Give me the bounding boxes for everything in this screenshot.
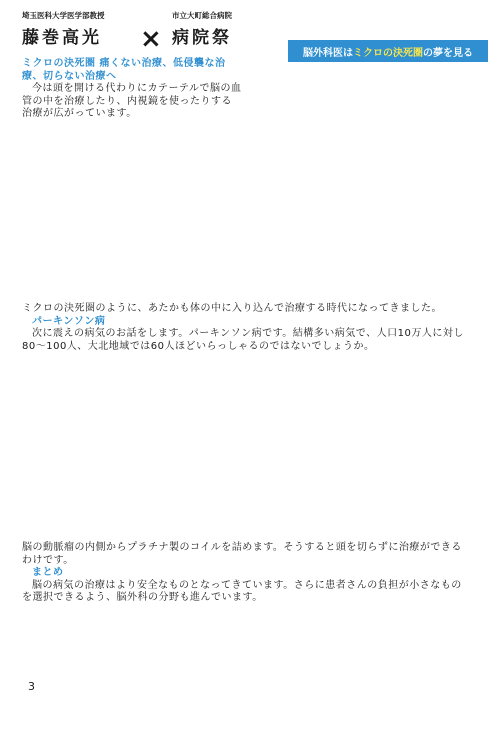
column3-paragraph-2: 脳の病気の治療はより安全なものとなってきています。さらに患者さんの負担が小さなものを選択できるよう、脳外科の分野も進んでいます。 xyxy=(22,579,462,604)
column-3 xyxy=(22,542,472,732)
column2-paragraph-1: ミクロの決死圏のように、あたかも体の中に入り込んで治療する時代になってきました。 xyxy=(22,303,442,314)
series-prefix: 脳外科医は xyxy=(303,47,353,59)
cross-mark: × xyxy=(140,24,162,54)
summary-heading: まとめ xyxy=(32,567,64,579)
author-name: 藤巻高光 xyxy=(22,28,102,48)
intro-text: 今は頭を開ける代わりにカテーテルで脳の血管の中を治療したり、内視鏡を使ったりする治療が広がっています。 xyxy=(22,83,242,120)
series-highlight: ミクロの決死圏 xyxy=(353,47,423,59)
partner-affiliation: 市立大町総合病院 xyxy=(172,11,232,20)
column3-paragraph-1: 脳の動脈瘤の内側からプラチナ製のコイルを詰めます。そうすると頭を切らずに治療ができるわけです。 xyxy=(22,542,462,566)
author-affiliation: 埼玉医科大学医学部教授 xyxy=(22,11,105,20)
series-banner xyxy=(288,40,488,62)
series-suffix: の夢を見る xyxy=(423,47,473,59)
column-2 xyxy=(22,303,472,535)
intro-heading: ミクロの決死圏 痛くない治療、低侵襲な治療、切らない治療へ xyxy=(22,58,226,82)
partner-box xyxy=(172,10,292,48)
column-1 xyxy=(22,58,242,296)
partner-name: 病院祭 xyxy=(172,28,232,48)
page-number: 3 xyxy=(28,680,35,693)
column2-paragraph-2: 次に震えの病気のお話をします。パーキンソン病です。結構多い病気で、人口10万人に対し80〜100人、大北地域では60人ほどいらっしゃるのではないでしょうか。 xyxy=(22,328,464,352)
parkinson-heading: パーキンソン病 xyxy=(32,315,106,327)
